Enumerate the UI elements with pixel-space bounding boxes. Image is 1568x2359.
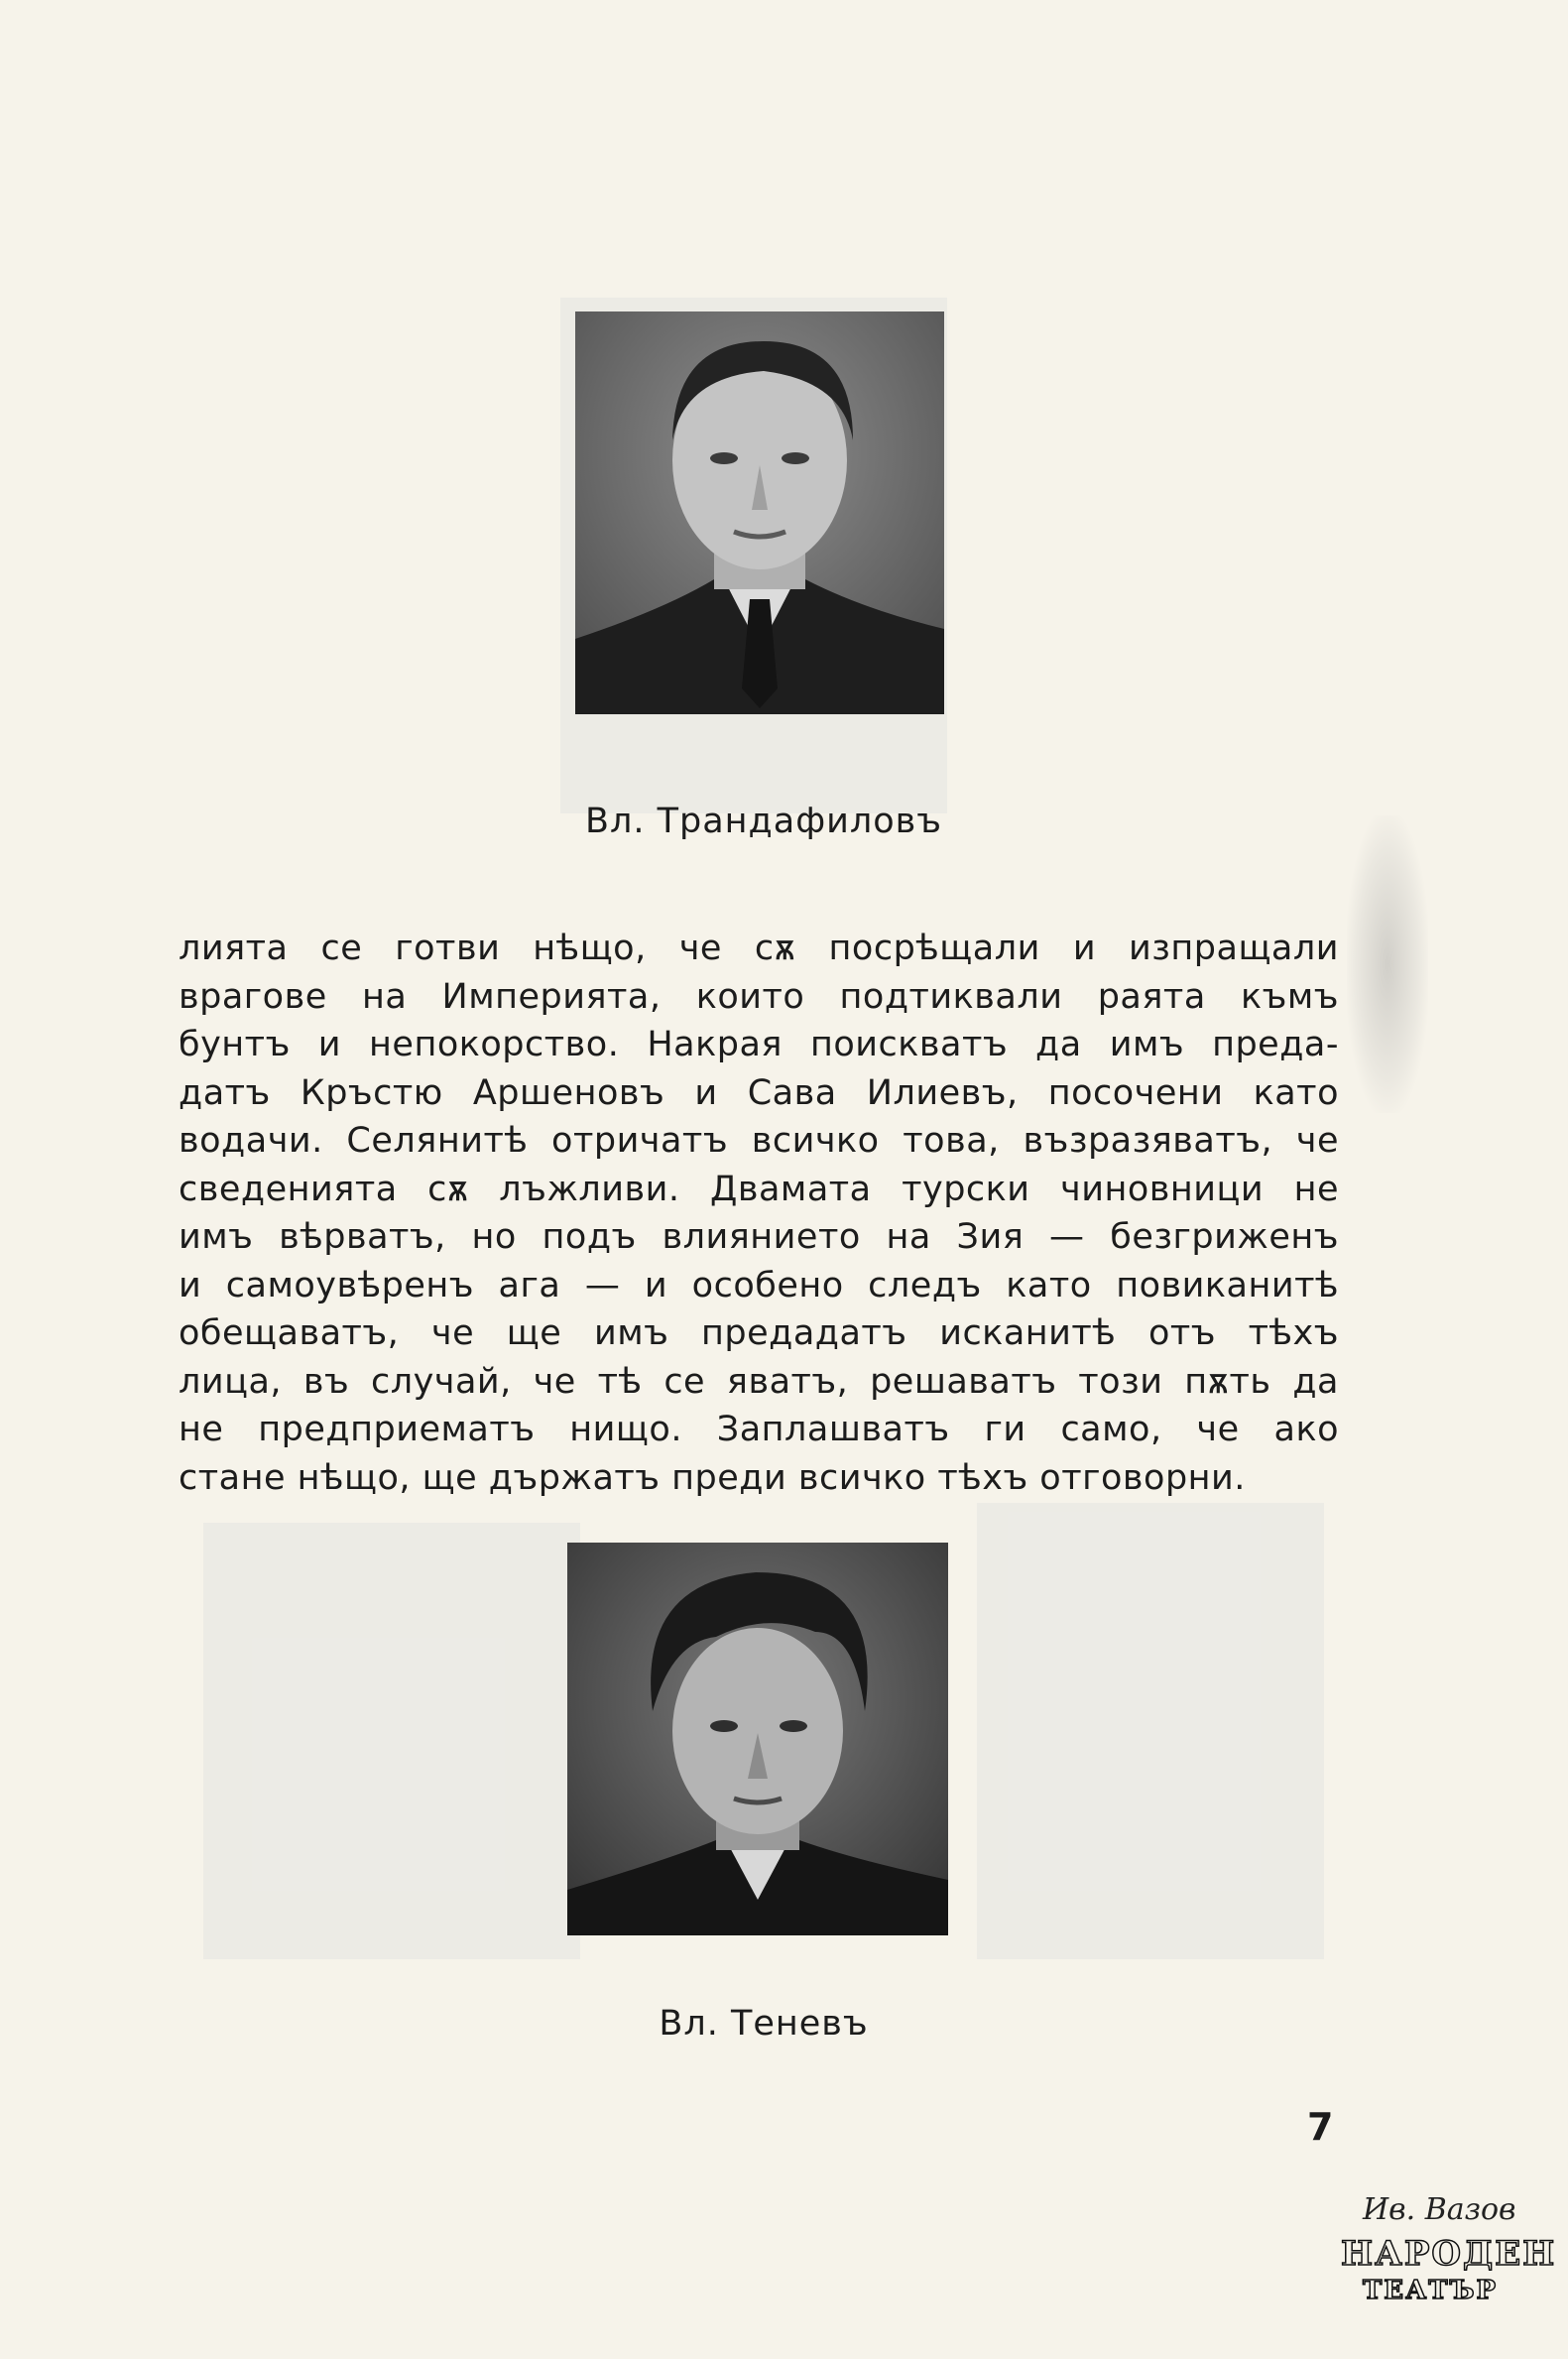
- portrait-image: [567, 1543, 948, 1935]
- text-line: лията се готви нѣщо, че сѫ посрѣщали и изпращали: [179, 929, 1339, 968]
- text-line: сведенията сѫ лъжливи. Двамата турски чиновници не: [179, 1169, 1339, 1209]
- portrait-image: [575, 311, 944, 714]
- logo-line-1: НАРОДЕН: [1341, 2234, 1557, 2274]
- portrait-photo-trandafilov: [575, 311, 944, 714]
- paper-smudge: [1347, 815, 1428, 1113]
- national-theatre-logo: [1341, 2192, 1557, 2321]
- photo-caption: Вл. Трандафиловъ: [584, 802, 943, 841]
- show-through-block: [203, 1523, 580, 1959]
- photo-caption: Вл. Теневъ: [659, 2004, 869, 2044]
- body-paragraph: [179, 925, 1339, 1502]
- text-line: обещаватъ, че ще имъ предадатъ исканитѣ отъ тѣхъ: [179, 1313, 1339, 1353]
- text-line: имъ вѣрватъ, но подъ влиянието на Зия — безгриженъ: [179, 1217, 1339, 1257]
- text-line: бунтъ и непокорство. Накрая поискватъ да имъ преда-: [179, 1025, 1339, 1064]
- text-line: врагове на Империята, които подтиквали раята къмъ: [179, 976, 1339, 1017]
- portrait-photo-tenev: [567, 1543, 948, 1935]
- logo-line-2: ТЕАТЪР: [1362, 2276, 1499, 2305]
- text-line: водачи. Селянитѣ отричатъ всичко това, възразяватъ, че: [179, 1121, 1339, 1161]
- show-through-block: [977, 1503, 1324, 1959]
- text-line: датъ Кръстю Аршеновъ и Сава Илиевъ, посочени като: [179, 1072, 1339, 1113]
- text-line: лица, въ случай, че тѣ се яватъ, решаватъ този пѫть да: [179, 1361, 1339, 1402]
- logo-signature: Ив. Вазов: [1363, 2192, 1516, 2227]
- text-line: и самоувѣренъ ага — и особено следъ като повиканитѣ: [179, 1265, 1339, 1305]
- text-line: не предприематъ нищо. Заплашватъ ги само, че ако: [179, 1410, 1339, 1449]
- page-number: 7: [1307, 2105, 1334, 2149]
- text-line: стане нѣщо, ще държатъ преди всичко тѣхъ отговорни.: [179, 1457, 1246, 1498]
